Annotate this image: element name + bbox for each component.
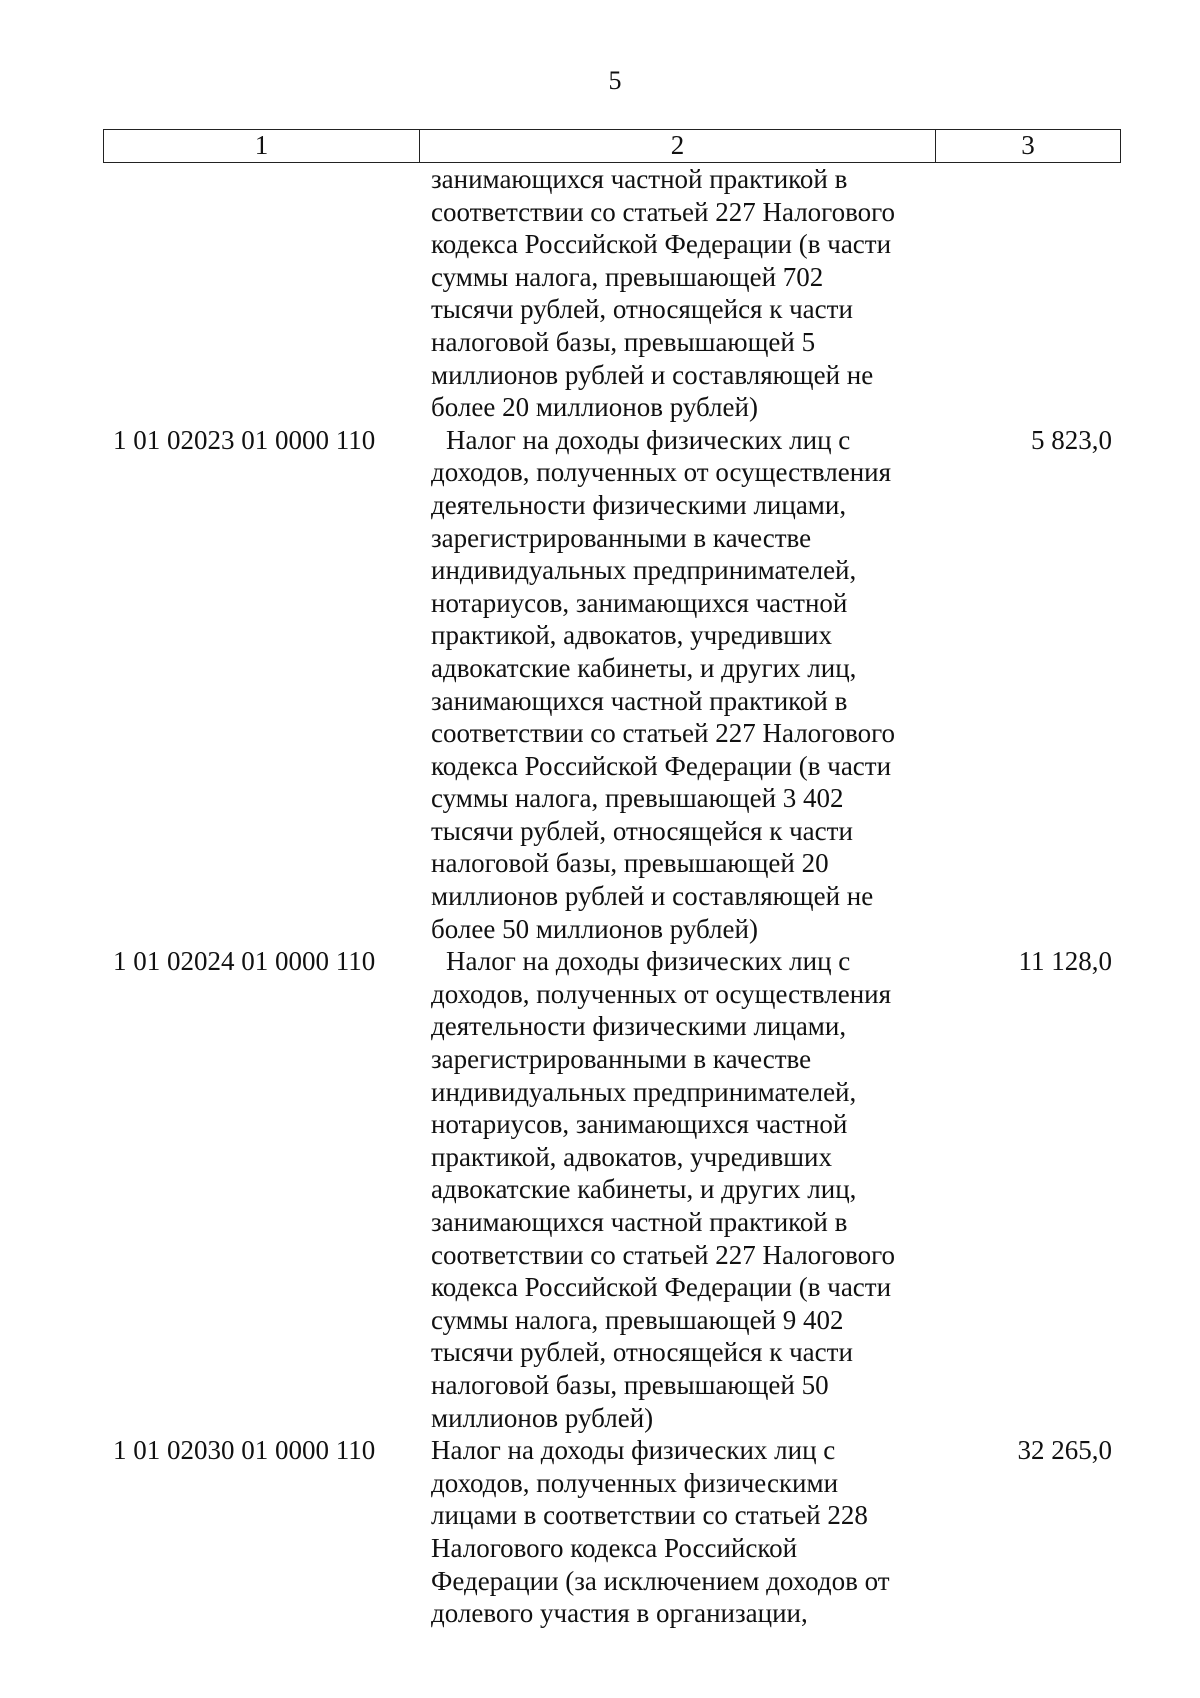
table-row-continuation xyxy=(103,163,1121,424)
text-line: кодекса Российской Федерации (в части xyxy=(431,750,892,781)
text-line: Налог на доходы физических лиц с xyxy=(446,424,851,455)
name-cell xyxy=(419,424,935,946)
text-line: доходов, полученных физическими xyxy=(431,1467,839,1498)
text-line: тысячи рублей, относящейся к части xyxy=(431,1337,853,1368)
text-line: тысячи рублей, относящейся к части xyxy=(431,294,853,325)
text-line: кодекса Российской Федерации (в части xyxy=(431,1272,892,1303)
text-line: зарегистрированными в качестве xyxy=(431,1044,812,1075)
text-line: соответствии со статьей 227 Налогового xyxy=(431,196,896,227)
income-table-body xyxy=(103,163,1121,1630)
text-line: занимающихся частной практикой в xyxy=(431,1207,848,1237)
code-cell xyxy=(103,163,419,424)
table-row xyxy=(103,424,1121,946)
text-line: суммы налога, превышающей 3 402 xyxy=(431,783,844,814)
text-line: индивидуальных предпринимателей, xyxy=(431,1076,857,1107)
text-line: кодекса Российской Федерации (в части xyxy=(431,229,892,260)
header-col-3: 3 xyxy=(1021,130,1035,160)
code-cell: 1 01 02023 01 0000 110 xyxy=(113,424,376,455)
text-line: практикой, адвокатов, учредивших xyxy=(431,620,832,651)
text-line: деятельности физическими лицами, xyxy=(431,1011,847,1042)
text-line: миллионов рублей и составляющей не xyxy=(431,359,874,390)
text-line: Федерации (за исключением доходов от xyxy=(431,1565,890,1596)
text-line: более 50 миллионов рублей) xyxy=(431,913,758,944)
header-col-2: 2 xyxy=(420,130,936,162)
page-number: 5 xyxy=(608,66,622,95)
amount-cell: 32 265,0 xyxy=(1017,1435,1112,1466)
text-line: миллионов рублей) xyxy=(431,1402,654,1433)
text-line: деятельности физическими лицами, xyxy=(431,489,847,520)
code-cell: 1 01 02024 01 0000 110 xyxy=(113,946,376,977)
table-header-row xyxy=(103,129,1121,163)
text-line: налоговой базы, превышающей 5 xyxy=(431,326,816,357)
name-cell xyxy=(419,163,935,424)
text-line: нотариусов, занимающихся частной xyxy=(431,1109,848,1140)
header-col-1: 1 xyxy=(104,130,420,162)
text-line: адвокатские кабинеты, и других лиц, xyxy=(431,652,857,683)
name-cell xyxy=(419,945,935,1434)
table-row xyxy=(103,1434,1121,1630)
amount-cell xyxy=(935,163,1121,424)
text-line: Налог на доходы физических лиц с xyxy=(431,1435,836,1466)
text-line: практикой, адвокатов, учредивших xyxy=(431,1141,832,1172)
text-line: занимающихся частной практикой в xyxy=(431,164,848,194)
text-line: более 20 миллионов рублей) xyxy=(431,392,758,423)
amount-cell: 11 128,0 xyxy=(1018,946,1112,977)
text-line: доходов, полученных от осуществления xyxy=(431,978,892,1009)
text-line: тысячи рублей, относящейся к части xyxy=(431,815,853,846)
text-line: индивидуальных предпринимателей, xyxy=(431,555,857,586)
text-line: доходов, полученных от осуществления xyxy=(431,457,892,488)
text-line: долевого участия в организации, xyxy=(431,1598,808,1629)
text-line: лицами в соответствии со статьей 228 xyxy=(431,1500,868,1531)
text-line: миллионов рублей и составляющей не xyxy=(431,881,874,912)
text-line: суммы налога, превышающей 702 xyxy=(431,261,824,292)
text-line: адвокатские кабинеты, и других лиц, xyxy=(431,1174,857,1205)
code-cell: 1 01 02030 01 0000 110 xyxy=(113,1435,376,1466)
text-line: занимающихся частной практикой в xyxy=(431,685,848,716)
text-line: зарегистрированными в качестве xyxy=(431,522,812,553)
text-line: Налогового кодекса Российской xyxy=(431,1532,798,1563)
amount-cell: 5 823,0 xyxy=(1031,424,1112,455)
text-line: нотариусов, занимающихся частной xyxy=(431,587,848,618)
text-line: Налог на доходы физических лиц с xyxy=(446,946,851,977)
table-row xyxy=(103,945,1121,1434)
text-line: налоговой базы, превышающей 20 xyxy=(431,848,829,879)
text-line: соответствии со статьей 227 Налогового xyxy=(431,1239,896,1270)
text-line: суммы налога, превышающей 9 402 xyxy=(431,1304,844,1335)
text-line: налоговой базы, превышающей 50 xyxy=(431,1369,829,1400)
name-cell xyxy=(419,1434,935,1630)
text-line: соответствии со статьей 227 Налогового xyxy=(431,718,896,749)
